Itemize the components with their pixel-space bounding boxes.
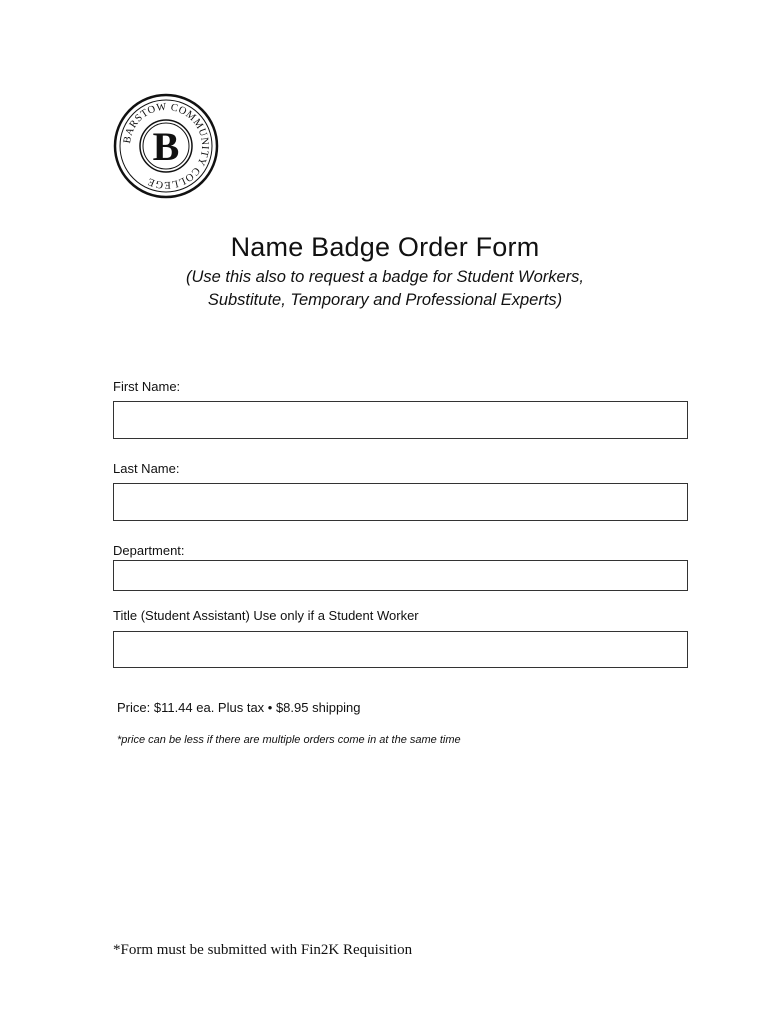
form-subtitle-line2: Substitute, Temporary and Professional Experts) [207, 291, 563, 309]
title-label: Title (Student Assistant) Use only if a Student Worker [113, 608, 419, 623]
first-name-label: First Name: [113, 379, 181, 394]
title-field[interactable] [113, 631, 688, 668]
seal-icon [113, 93, 219, 199]
first-name-field[interactable] [113, 401, 688, 439]
seal-ring-text: BARSTOW COMMUNITY COLLEGE [121, 101, 211, 191]
form-subtitle-line1: (Use this also to request a badge for Student Workers, [185, 268, 585, 286]
last-name-label: Last Name: [113, 461, 180, 476]
price-note: *price can be less if there are multiple orders come in at the same time [117, 734, 461, 746]
price-text: Price: $11.44 ea. Plus tax • $8.95 shipping [117, 700, 361, 715]
college-seal-logo [113, 93, 219, 199]
form-title: Name Badge Order Form [230, 232, 540, 262]
submission-note: *Form must be submitted with Fin2K Requisition [113, 942, 413, 958]
last-name-field[interactable] [113, 483, 688, 521]
department-label: Department: [113, 543, 185, 558]
department-field[interactable] [113, 560, 688, 591]
seal-letter: B [152, 124, 180, 169]
